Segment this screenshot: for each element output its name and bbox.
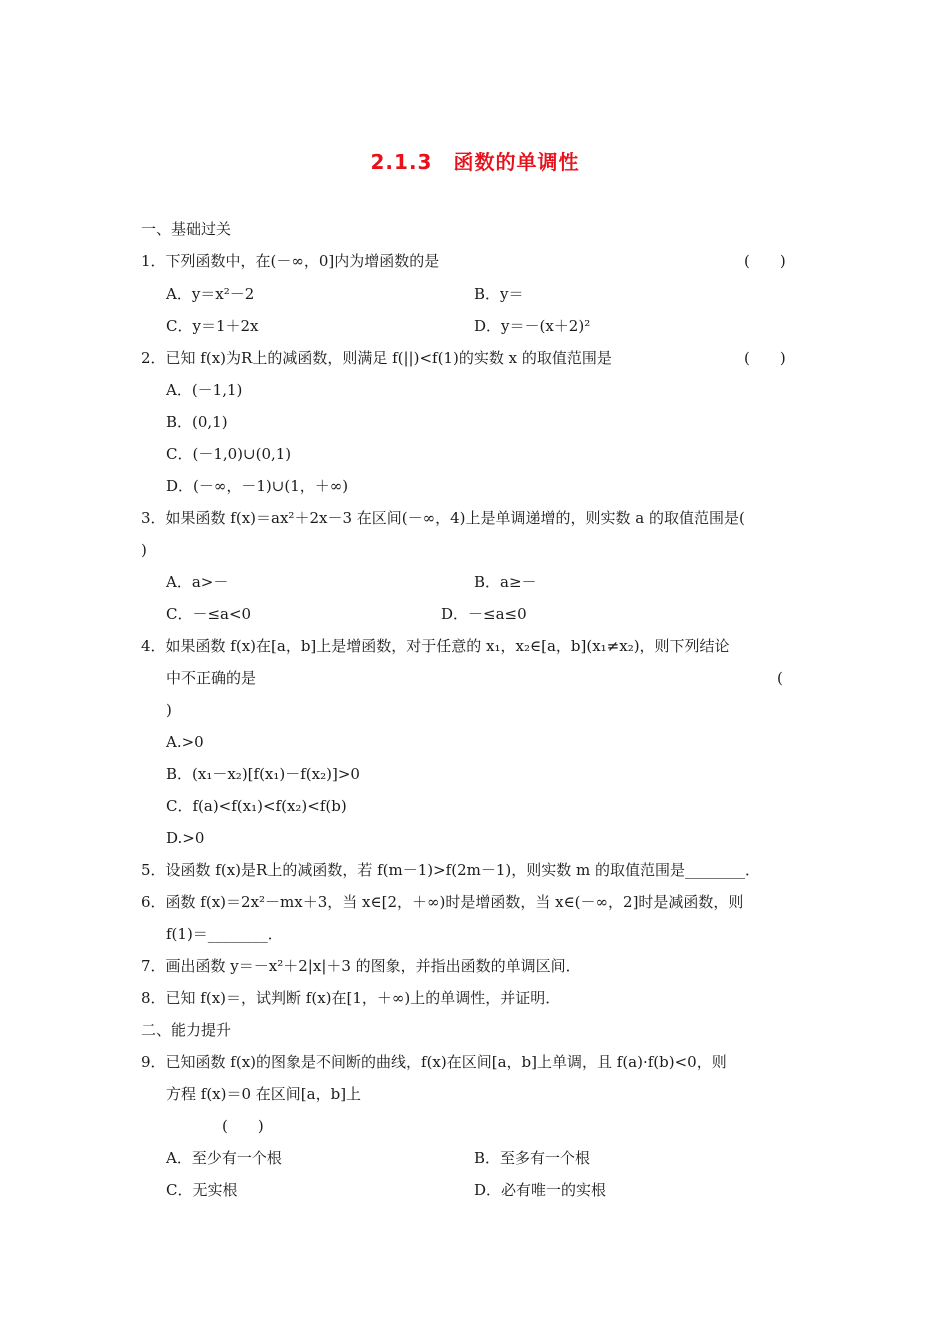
- question-9-option-b: B．至多有一个根: [474, 1149, 591, 1167]
- question-5: 5．设函数 f(x)是R上的减函数，若 f(m－1)>f(2m－1)，则实数 m 的取值范围是________．: [141, 861, 761, 879]
- question-2-option-a: A．(－1,1): [166, 381, 243, 399]
- question-9-stem: 9．已知函数 f(x)的图象是不间断的曲线，f(x)在区间[a，b]上单调，且 f(a)·f(b)<0，则: [141, 1053, 727, 1071]
- question-3-option-c: C．－≤a<0: [166, 605, 252, 623]
- question-1-option-d: D．y＝－(x＋2)²: [474, 317, 591, 335]
- question-4-paren-open: (: [777, 669, 783, 687]
- question-2-answer-paren: ( ): [744, 349, 786, 367]
- question-3-option-d: D．－≤a≤0: [441, 605, 527, 623]
- question-6-stem-line2: f(1)＝________．: [166, 925, 283, 943]
- question-2-stem: 2．已知 f(x)为R上的减函数，则满足 f(||)<f(1)的实数 x 的取值范围是: [141, 349, 612, 367]
- question-4-option-d: D.>0: [166, 829, 205, 847]
- question-9-option-d: D．必有唯一的实根: [474, 1181, 607, 1199]
- question-7: 7．画出函数 y＝－x²＋2|x|＋3 的图象，并指出函数的单调区间．: [141, 957, 581, 975]
- question-4-option-b: B．(x₁－x₂)[f(x₁)－f(x₂)]>0: [166, 765, 360, 783]
- question-4-option-c: C．f(a)<f(x₁)<f(x₂)<f(b): [166, 797, 347, 815]
- question-9-stem-line2: 方程 f(x)＝0 在区间[a，b]上: [166, 1085, 362, 1103]
- question-1-option-a: A．y＝x²－2: [166, 285, 255, 303]
- section-heading-basic: 一、基础过关: [141, 220, 232, 238]
- question-1-answer-paren: ( ): [744, 252, 786, 270]
- question-1-option-b: B．y＝: [474, 285, 524, 303]
- question-4-stem: 4．如果函数 f(x)在[a，b]上是增函数，对于任意的 x₁，x₂∈[a，b](x₁≠x₂)，则下列结论: [141, 637, 730, 655]
- question-2-option-d: D．(－∞，－1)∪(1，＋∞): [166, 477, 349, 495]
- question-4-stem-line2: 中不正确的是: [166, 669, 257, 687]
- question-3-stem-end: ): [141, 541, 147, 559]
- question-9-option-a: A．至少有一个根: [166, 1149, 282, 1167]
- section-heading-advanced: 二、能力提升: [141, 1021, 232, 1039]
- question-1-stem: 1．下列函数中，在(－∞，0]内为增函数的是: [141, 252, 440, 270]
- question-1-option-c: C．y＝1＋2x: [166, 317, 259, 335]
- question-6-stem: 6．函数 f(x)＝2x²－mx＋3，当 x∈[2，＋∞)时是增函数，当 x∈(－∞，2]时是减函数，则: [141, 893, 744, 911]
- question-4-paren-close: ): [166, 701, 172, 719]
- question-8: 8．已知 f(x)＝，试判断 f(x)在[1，＋∞)上的单调性，并证明．: [141, 989, 561, 1007]
- question-4-option-a: A.>0: [166, 733, 204, 751]
- page-title: 2.1.3 函数的单调性: [370, 150, 580, 174]
- question-3-stem: 3．如果函数 f(x)＝ax²＋2x－3 在区间(－∞，4)上是单调递增的，则实数 a 的取值范围是(: [141, 509, 745, 527]
- question-3-option-a: A．a>－: [166, 573, 229, 591]
- question-3-option-b: B．a≥－: [474, 573, 537, 591]
- question-9-option-c: C．无实根: [166, 1181, 238, 1199]
- question-2-option-b: B．(0,1): [166, 413, 228, 431]
- question-2-option-c: C．(－1,0)∪(0,1): [166, 445, 292, 463]
- question-9-answer-paren: ( ): [222, 1117, 264, 1135]
